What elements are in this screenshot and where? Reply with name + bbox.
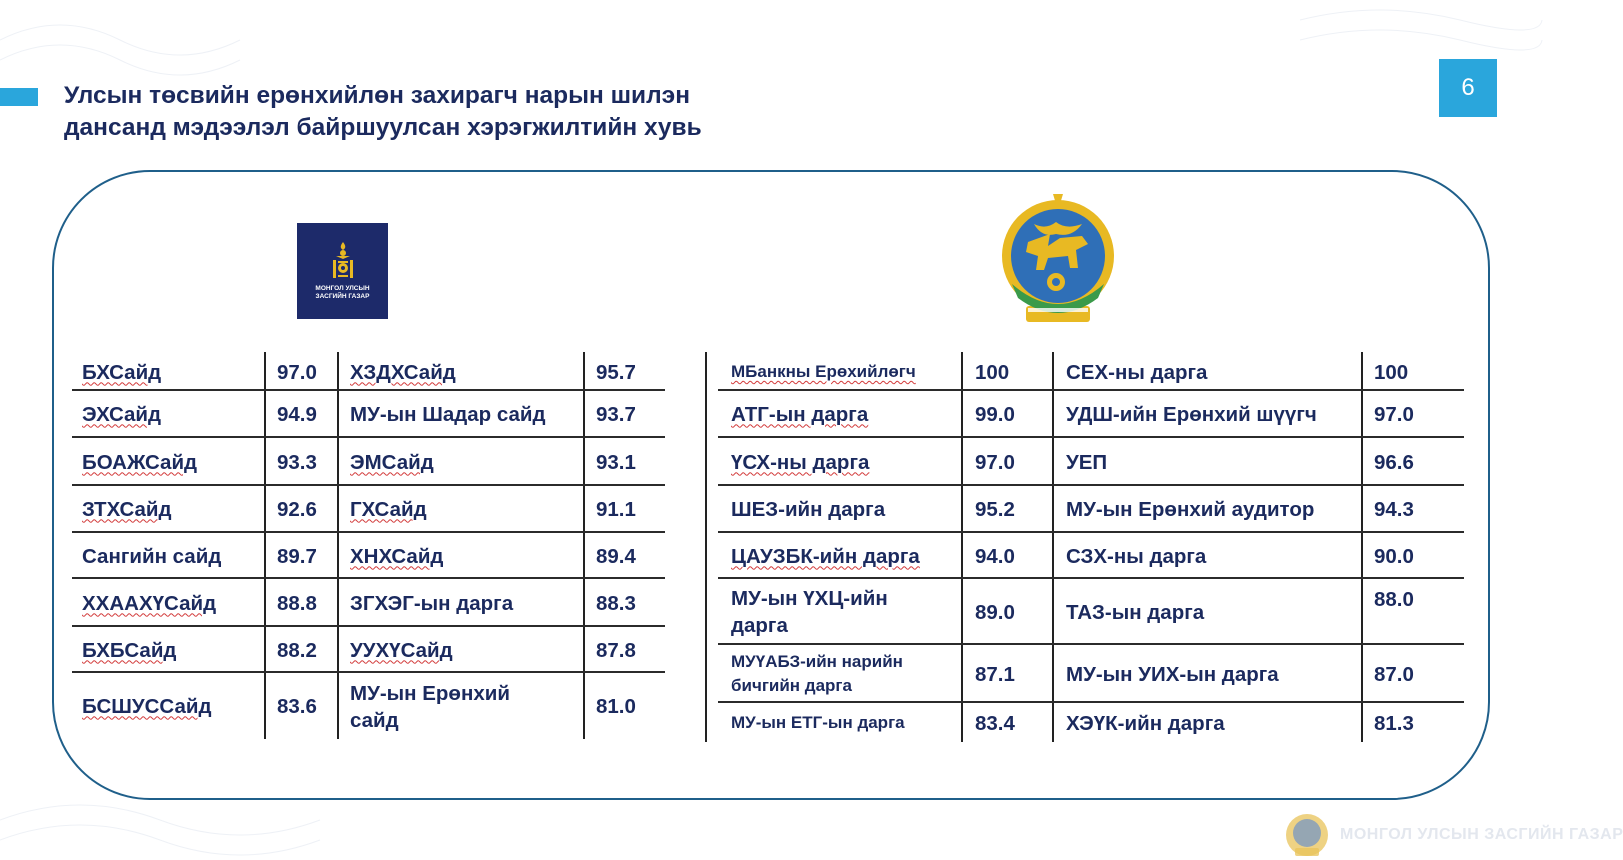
left-table-name: ЗТХСайд: [82, 497, 172, 521]
right-table-row-line: [718, 389, 1464, 391]
left-table-value: 95.7: [596, 360, 636, 384]
right-table-name: МУ-ын ҮХЦ-ийн дарга: [731, 587, 888, 637]
slide-title: [64, 80, 702, 144]
left-table-row-line: [72, 577, 665, 579]
right-table-value: 95.2: [975, 497, 1015, 521]
right-table-value: 97.0: [975, 450, 1015, 474]
right-table-value: 90.0: [1374, 544, 1414, 568]
right-table-name: ЦАУЗБК-ийн дарга: [731, 544, 920, 568]
right-table-row-line: [718, 484, 1464, 486]
right-table-value: 99.0: [975, 402, 1015, 426]
right-table-value: 81.3: [1374, 711, 1414, 735]
right-table-name: УДШ-ийн Ерөнхий шүүгч: [1066, 402, 1317, 426]
right-table-row-line: [718, 436, 1464, 438]
right-table-name: СЗХ-ны дарга: [1066, 544, 1207, 568]
left-table-value: 88.2: [277, 638, 317, 662]
right-table-value: 94.3: [1374, 497, 1414, 521]
right-table-name: ХЭҮК-ийн дарга: [1066, 711, 1225, 735]
left-table-name: ХХААХҮСайд: [82, 591, 217, 615]
left-table-value: 88.8: [277, 591, 317, 615]
right-table-divider: [1361, 352, 1363, 742]
left-table-value: 97.0: [277, 360, 317, 384]
left-table-value: 92.6: [277, 497, 317, 521]
left-table-value: 91.1: [596, 497, 636, 521]
left-table-value: 94.9: [277, 402, 317, 426]
left-table-name: УУХҮСайд: [350, 638, 453, 662]
right-table-row-line: [718, 531, 1464, 533]
right-table-divider: [1052, 352, 1054, 742]
left-table-divider: [583, 352, 585, 739]
left-table-value: 89.4: [596, 544, 636, 568]
left-table-name: ЭХСайд: [82, 402, 162, 426]
right-table-name: МУ-ын УИХ-ын дарга: [1066, 662, 1279, 686]
soyombo-icon: [328, 241, 358, 281]
right-table-name: МУҮАБЗ-ийн нарийн бичгийн дарга: [731, 652, 903, 695]
left-table-value: 88.3: [596, 591, 636, 615]
left-table-value: 89.7: [277, 544, 317, 568]
government-logo-line-1: МОНГОЛ УЛСЫН: [315, 285, 370, 292]
right-table-name: УЕП: [1066, 450, 1108, 474]
left-table-name: БХБСайд: [82, 638, 177, 662]
footer-emblem-icon: [1284, 812, 1330, 858]
right-table-name: ШЕЗ-ийн дарга: [731, 497, 886, 521]
left-table-name: Сангийн сайд: [82, 544, 222, 568]
left-table-row-line: [72, 436, 665, 438]
right-table-name: МУ-ын ЕТГ-ын дарга: [731, 713, 905, 732]
left-table-value: 93.7: [596, 402, 636, 426]
government-logo-text: [303, 285, 383, 301]
left-table-name: ХНХСайд: [350, 544, 444, 568]
right-table-name: МУ-ын Ерөнхий аудитор: [1066, 497, 1315, 521]
left-table-name: ЗГХЭГ-ын дарга: [350, 591, 514, 615]
right-table-value: 87.1: [975, 662, 1015, 686]
left-table-value: 87.8: [596, 638, 636, 662]
right-table-value: 87.0: [1374, 662, 1414, 686]
left-table-divider: [264, 352, 266, 739]
left-table-name: ХЗДХСайд: [350, 360, 456, 384]
slide-title-line-2: дансанд мэдээлэл байршуулсан хэрэгжилтийн хувь: [64, 114, 702, 141]
state-emblem-icon: [998, 194, 1118, 324]
left-table-name: БСШУССайд: [82, 694, 212, 718]
footer-watermark-text: МОНГОЛ УЛСЫН ЗАСГИЙН ГАЗАР: [1340, 826, 1623, 843]
right-table-value: 94.0: [975, 544, 1015, 568]
left-table-value: 93.3: [277, 450, 317, 474]
right-table-value: 97.0: [1374, 402, 1414, 426]
right-table-name: ҮСХ-ны дарга: [731, 450, 870, 474]
right-table-name: СЕХ-ны дарга: [1066, 360, 1208, 384]
government-logo: [297, 223, 388, 319]
right-table-value: 100: [975, 360, 1010, 384]
right-table-name: ТАЗ-ын дарга: [1066, 600, 1205, 624]
left-table-divider: [337, 352, 339, 739]
title-accent-bar: [0, 88, 38, 106]
left-table-value: 81.0: [596, 694, 636, 718]
left-table-name: ГХСайд: [350, 497, 427, 521]
right-table-value: 100: [1374, 360, 1409, 384]
left-table-value: 83.6: [277, 694, 317, 718]
left-table-row-line: [72, 625, 665, 627]
right-table-value: 83.4: [975, 711, 1015, 735]
left-table-row-line: [72, 484, 665, 486]
right-table-name: АТГ-ын дарга: [731, 402, 869, 426]
left-table-name: БХСайд: [82, 360, 162, 384]
slide-title-line-1: Улсын төсвийн ерөнхийлөн захирагч нарын шилэн: [64, 82, 690, 109]
left-table-name: МУ-ын Ерөнхий сайд: [350, 682, 510, 732]
right-table-row-line: [718, 701, 1464, 703]
right-table-row-line: [718, 643, 1464, 645]
left-table-name: БОАЖСайд: [82, 450, 198, 474]
left-table-row-line: [72, 671, 665, 673]
left-table-name: ЭМСайд: [350, 450, 434, 474]
left-table-row-line: [72, 389, 665, 391]
right-table-name: МБанкны Ерөхийлөгч: [731, 362, 916, 381]
right-table-row-line: [718, 577, 1464, 579]
left-table-value: 93.1: [596, 450, 636, 474]
right-table-value: 96.6: [1374, 450, 1414, 474]
right-table-divider: [961, 352, 963, 742]
right-table-divider: [705, 352, 707, 742]
government-logo-line-2: ЗАСГИЙН ГАЗАР: [315, 293, 370, 300]
right-table-value: 89.0: [975, 600, 1015, 624]
page-number-badge: 6: [1439, 59, 1497, 117]
right-table-value: 88.0: [1374, 587, 1414, 611]
left-table-row-line: [72, 531, 665, 533]
left-table-name: МУ-ын Шадар сайд: [350, 402, 546, 426]
